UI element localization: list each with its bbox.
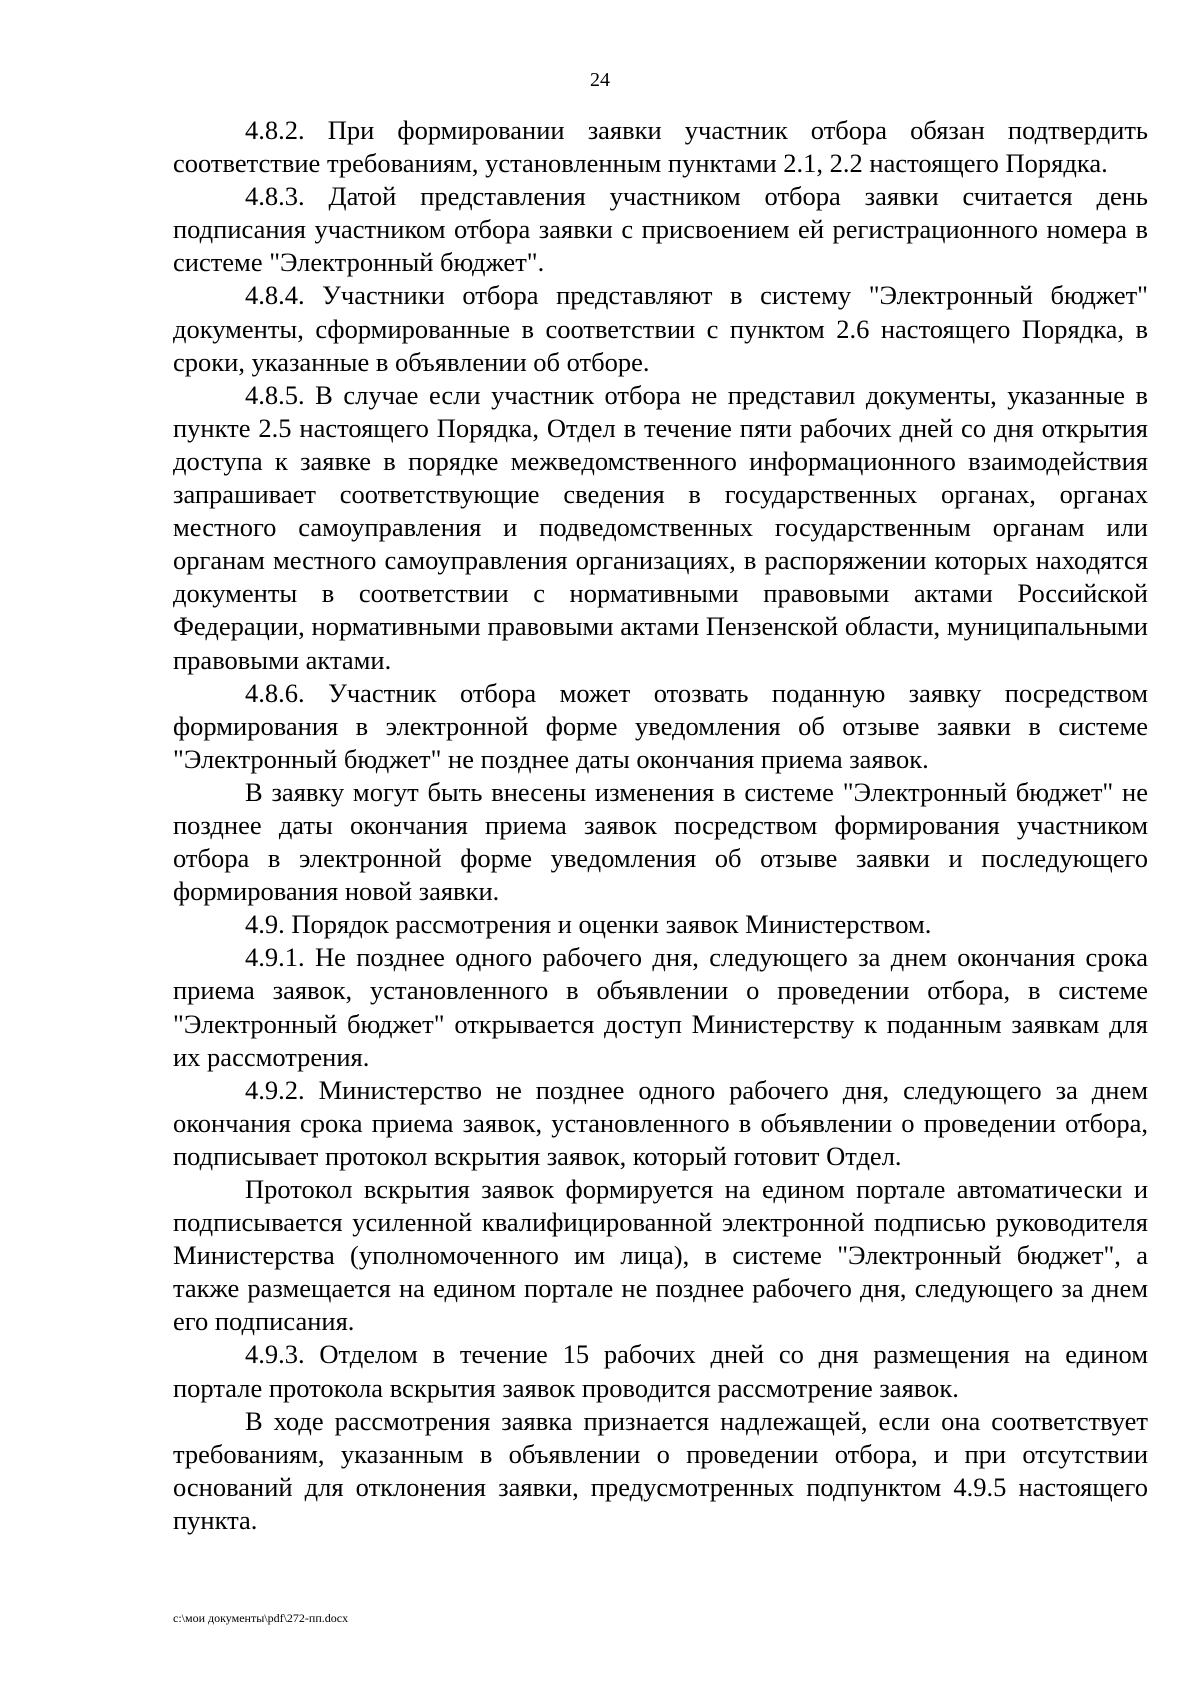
paragraph-4-9: 4.9. Порядок рассмотрения и оценки заявок Министерством. bbox=[245, 909, 932, 940]
footer-file-path: c:\мои документы\pdf\272-пп.docx bbox=[173, 1611, 349, 1625]
paragraph-changes: В заявку могут быть внесены изменения в системе "Электронный бюджет" не позднее даты окончания приема заявок посредством формирования участником отбора в электронной форме уведомления об отзыве заявки и последующего формирования новой заявки. bbox=[173, 776, 1148, 907]
page-number: 24 bbox=[590, 69, 610, 91]
paragraph-4-8-4: 4.8.4. Участники отбора представляют в систему "Электронный бюджет" документы, сформированные в соответствии с пунктом 2.6 настоящего Порядка, в сроки, указанные в объявлении об отборе. bbox=[173, 280, 1148, 377]
paragraph-4-9-2: 4.9.2. Министерство не позднее одного рабочего дня, следующего за днем окончания срока приема заявок, установленного в объявлении о проведении отбора, подписывает протокол вскрытия заявок, который готовит Отдел. bbox=[173, 1074, 1148, 1171]
paragraph-4-8-2: 4.8.2. При формировании заявки участник отбора обязан подтвердить соответствие требованиям, установленным пунктами 2.1, 2.2 настоящего Порядка. bbox=[173, 115, 1148, 179]
paragraph-protocol: Протокол вскрытия заявок формируется на едином портале автоматически и подписывается усиленной квалифицированной электронной подписью руководителя Министерства (уполномоченного им лица), в системе "Электронный бюджет", а также размещается на едином портале не позднее рабочего дня, следующего за днем его подписания. bbox=[173, 1174, 1148, 1337]
paragraph-4-8-3: 4.8.3. Датой представления участником отбора заявки считается день подписания участником отбора заявки с присвоением ей регистрационного номера в системе "Электронный бюджет". bbox=[173, 181, 1148, 278]
paragraph-4-9-1: 4.9.1. Не позднее одного рабочего дня, следующего за днем окончания срока приема заявок, установленного в объявлении о проведении отбора, в системе "Электронный бюджет" открывается доступ Министерству к поданным заявкам для их рассмотрения. bbox=[173, 942, 1148, 1072]
paragraph-4-8-5: 4.8.5. В случае если участник отбора не представил документы, указанные в пункте 2.5 настоящего Порядка, Отдел в течение пяти рабочих дней со дня открытия доступа к заявке в порядке межведомственного информационного взаимодействия запрашивает соответствующие сведения в государственных органах, органах местного самоуправления и подведомственных государственным органам или органам местного самоуправления организациях, в распоряжении которых находятся документы в соответствии с нормативными правовыми актами Российской Федерации, нормативными правовыми актами Пензенской области, муниципальными правовыми актами. bbox=[173, 379, 1148, 675]
paragraph-review: В ходе рассмотрения заявка признается надлежащей, если она соответствует требованиям, указанным в объявлении о проведении отбора, и при отсутствии оснований для отклонения заявки, предусмотренных подпунктом 4.9.5 настоящего пункта. bbox=[173, 1405, 1148, 1535]
document-body bbox=[173, 114, 1148, 1537]
paragraph-4-8-6: 4.8.6. Участник отбора может отозвать поданную заявку посредством формирования в электронной форме уведомления об отзыве заявки в системе "Электронный бюджет" не позднее даты окончания приема заявок. bbox=[173, 677, 1148, 774]
paragraph-4-9-3: 4.9.3. Отделом в течение 15 рабочих дней со дня размещения на едином портале протокола вскрытия заявок проводится рассмотрение заявок. bbox=[173, 1339, 1148, 1403]
